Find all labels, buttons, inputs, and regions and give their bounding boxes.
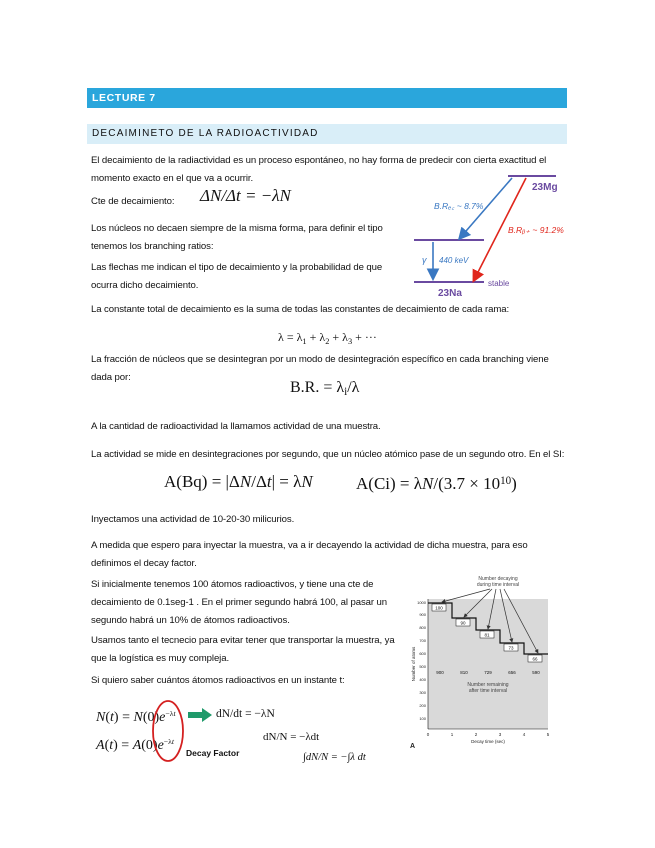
paragraph-intro: El decaimiento de la radiactividad es un proceso espontáneo, no hay forma de predecir con cierta exactitud el momento exacto en el que va a ocurrir. — [91, 155, 547, 184]
chart-xlabel: Decay time (sec) — [471, 739, 505, 744]
br-ec-label: B.Rₑ꜀ ~ 8.7% — [434, 201, 484, 211]
paragraph-arrows: Las flechas me indican el tipo de decaimiento y la probabilidad de que ocurra dicho decaimiento. — [91, 262, 383, 291]
svg-text:400: 400 — [419, 677, 426, 682]
lecture-header: LECTURE 7 — [87, 88, 567, 108]
svg-text:66: 66 — [532, 656, 538, 662]
chart-label-top-1: Number decaying — [478, 576, 518, 582]
chart-label-mid-2: after time interval — [468, 688, 508, 694]
paragraph-total-constant: La constante total de decaimiento es la suma de todas las constantes de decaimiento de cada rama: — [91, 304, 510, 315]
svg-text:590: 590 — [532, 670, 540, 675]
svg-text:800: 800 — [419, 625, 426, 630]
paragraph-branching: Los núcleos no decaen siempre de la misma forma, para definir el tipo tenemos los branching ratios: — [91, 223, 383, 252]
paragraph-activity-units: La actividad se mide en desintegraciones por segundo, que un núcleo atómico pase de un segundo otro. En el SI: — [91, 449, 565, 460]
activity-bq-equation: A(Bq) = |ΔN/Δt| = λN — [164, 472, 313, 491]
svg-text:3: 3 — [498, 732, 502, 737]
svg-text:1000: 1000 — [417, 600, 426, 605]
svg-text:700: 700 — [419, 638, 426, 643]
a-t-equation: $A(t) = A(0)e^{-\lambda t}$ — [96, 737, 175, 753]
lambda-sum-equation: $\lambda = \lambda_1 + \lambda_2 + \lambda_3$ + ··· — [278, 330, 377, 346]
svg-text:73: 73 — [508, 645, 514, 651]
svg-text:81: 81 — [484, 632, 490, 638]
decay-constant-equation: ΔN/Δt = −λN — [200, 186, 291, 205]
n-t-equation: $N(t) = N(0)e^{-\lambda t}$ — [96, 709, 176, 725]
branching-ratio-equation: B.R. = $\lambda_i/\lambda$ — [290, 379, 360, 398]
br-beta-label: B.Rᵦ₊ ~ 91.2% — [508, 225, 564, 235]
svg-text:5: 5 — [546, 732, 550, 737]
paragraph-example: Si inicialmente tenemos 100 átomos radioactivos, y tiene una cte de decaimiento de 0.1seg-1 . En el primer segundo habrá 100, al pasar un segundo habrá un 10% de átomos radioactivos. — [91, 579, 388, 626]
svg-text:810: 810 — [460, 670, 468, 675]
dnn-equation: dN/N = −λdt — [263, 731, 320, 743]
parent-label: 23Mg — [532, 182, 558, 193]
svg-text:300: 300 — [419, 690, 426, 695]
svg-text:100: 100 — [419, 716, 426, 721]
chart-label-top-2: during time interval — [476, 582, 520, 588]
dndt-equation: dN/dt = −λN — [216, 708, 275, 720]
daughter-label: 23Na — [438, 288, 462, 299]
paragraph-technetium: Usamos tanto el tecnecio para evitar tener que transportar la muestra, ya que la logística es muy compleja. — [91, 635, 395, 664]
svg-text:200: 200 — [419, 703, 426, 708]
paragraph-activity-def: A la cantidad de radioactividad la llamamos actividad de una muestra. — [91, 421, 381, 432]
green-arrow-icon — [188, 708, 212, 722]
chart-label-mid-1: Number remaining — [467, 682, 509, 688]
paragraph-decay-factor: A medida que espero para inyectar la muestra, va a ir decayendo la actividad de dicha muestra, para eso definimos el decay factor. — [91, 540, 528, 569]
decay-constant-label: Cte de decaimiento: — [91, 196, 175, 207]
integral-equation: ∫dN/N = −∫λ dt — [303, 752, 366, 763]
svg-text:1: 1 — [450, 732, 454, 737]
svg-text:90: 90 — [460, 620, 466, 626]
svg-text:4: 4 — [522, 732, 526, 737]
svg-text:600: 600 — [419, 651, 426, 656]
chart-ylabel: Number of atoms — [411, 646, 416, 682]
paragraph-injection: Inyectamos una actividad de 10-20-30 milicurios. — [91, 514, 295, 525]
svg-text:2: 2 — [474, 732, 478, 737]
decay-scheme-diagram — [408, 168, 578, 300]
paragraph-fraction: La fracción de núcleos que se desintegran por un modo de desintegración específico en cada branching viene dada por: — [91, 354, 549, 383]
energy-label: 440 keV — [439, 256, 469, 265]
gamma-label: γ — [422, 255, 427, 265]
svg-text:0: 0 — [426, 732, 430, 737]
svg-text:100: 100 — [435, 605, 443, 611]
activity-ci-equation: $A(Ci) = \lambda N/(3.7 \times 10^{10})$ — [356, 474, 517, 493]
svg-text:656: 656 — [508, 670, 516, 675]
x-tick-labels — [427, 732, 550, 737]
section-header: DECAIMINETO DE LA RADIOACTIVIDAD — [87, 124, 567, 144]
svg-text:500: 500 — [419, 664, 426, 669]
decay-factor-circle — [150, 698, 186, 764]
svg-text:900: 900 — [436, 670, 444, 675]
y-tick-labels — [417, 600, 427, 721]
decay-factor-label: Decay Factor — [186, 748, 240, 758]
stable-label: stable — [488, 279, 510, 288]
plot-area — [428, 599, 548, 729]
svg-text:729: 729 — [484, 670, 492, 675]
chart-corner-label: A — [410, 743, 416, 749]
svg-text:900: 900 — [419, 612, 426, 617]
decay-step-chart — [408, 573, 558, 749]
paragraph-atoms-at-t: Si quiero saber cuántos átomos radioactivos en un instante t: — [91, 675, 345, 686]
